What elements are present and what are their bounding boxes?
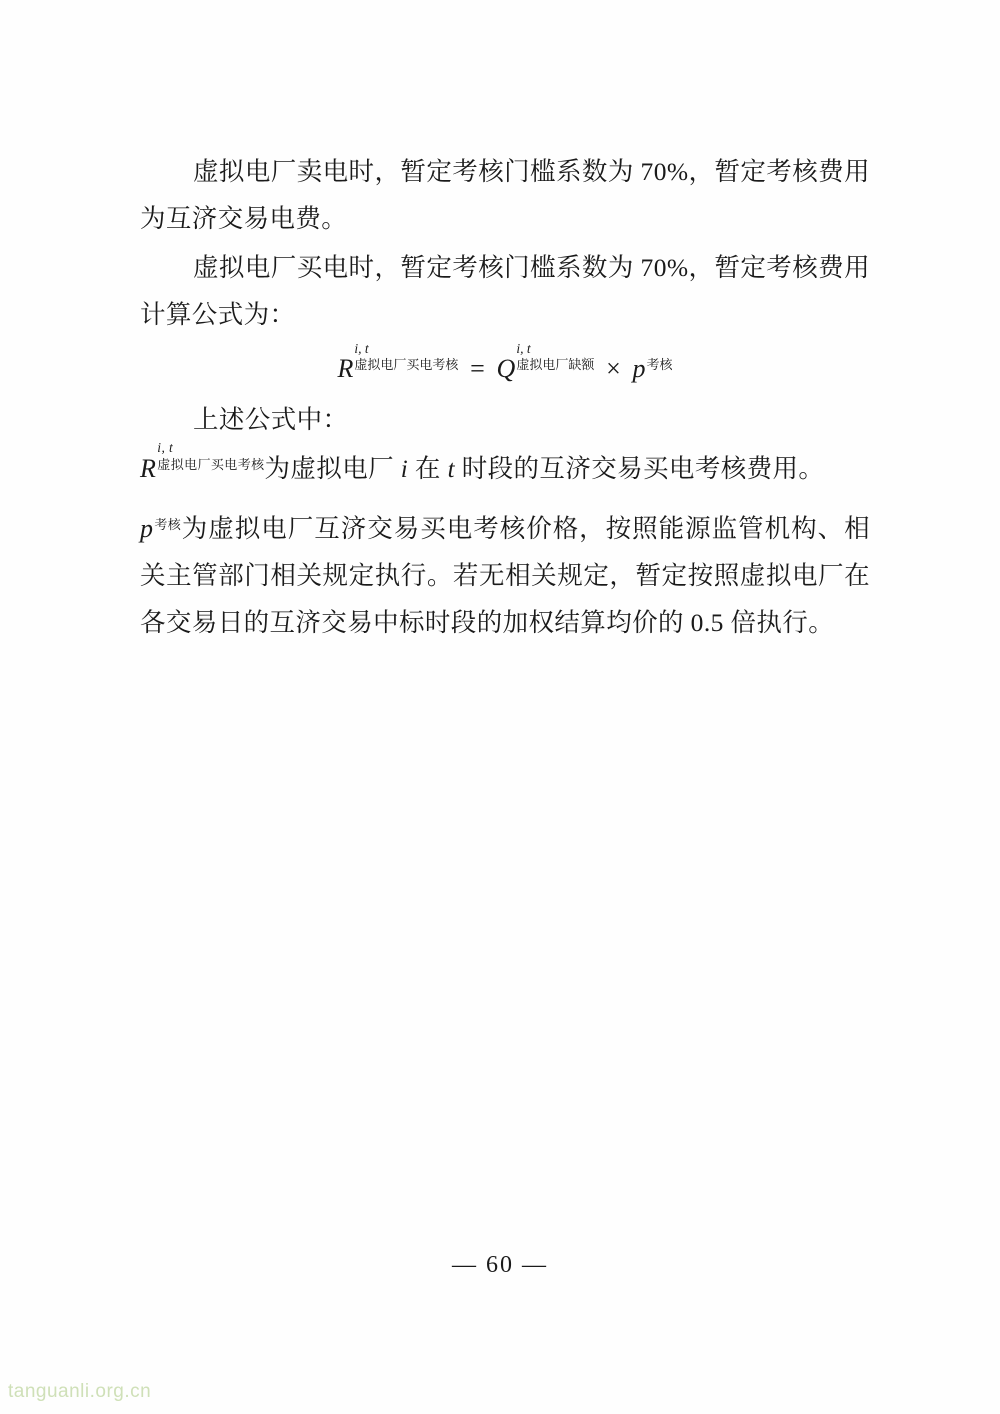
definition-R-sub: 虚拟电厂买电考核 [157, 456, 265, 472]
definition-R-sup: i, t [157, 440, 174, 456]
definition-p-sub: 考核 [154, 516, 182, 532]
formula-lhs-sup: i, t [354, 340, 369, 356]
footer-right-dash: — [522, 1252, 548, 1278]
definition-R-text-mid: 在 [408, 453, 448, 483]
definition-R-symbol: R [140, 453, 157, 483]
formula-rhs-symbol: Q [496, 354, 516, 383]
definition-p-symbol-group [140, 505, 181, 552]
definition-R [140, 440, 870, 493]
definition-p-text: 为虚拟电厂互济交易买电考核价格，按照能源监管机构、相关主管部门相关规定执行。若无相关规定，暂定按照虚拟电厂在各交易日的互济交易中标时段的加权结算均价的 0.5 倍执行。 [140, 513, 870, 637]
watermark-text: tanguanli.org.cn [8, 1381, 152, 1402]
formula-lhs-symbol: R [337, 354, 354, 383]
definition-p-symbol: p [140, 513, 154, 543]
definition-R-text-before: 为虚拟电厂 [264, 453, 401, 483]
formula-times: × [606, 354, 621, 383]
formula-assessment-fee [140, 340, 870, 386]
definition-p [140, 505, 870, 646]
definition-R-text-after: 时段的互济交易买电考核费用。 [454, 453, 825, 483]
formula-rhs-term2 [633, 352, 673, 386]
formula-rhs-sup: i, t [516, 340, 531, 356]
definition-R-symbol-group [140, 440, 265, 492]
formula-rhs-sub: 虚拟电厂缺额 [516, 357, 595, 372]
page-footer [0, 1252, 1000, 1279]
definition-R-var-i: i [400, 455, 409, 483]
paragraph-sell-rule: 虚拟电厂卖电时，暂定考核门槛系数为 70%，暂定考核费用为互济交易电费。 [140, 157, 870, 233]
definition-R-var-t: t [447, 455, 455, 483]
formula-lhs-sub: 虚拟电厂买电考核 [354, 357, 459, 372]
page-number: 60 [486, 1252, 514, 1278]
paragraph-buy-rule: 虚拟电厂买电时，暂定考核门槛系数为 70%，暂定考核费用计算公式为： [140, 253, 870, 329]
page-content [140, 148, 870, 648]
formula-equals: = [470, 354, 485, 383]
formula-rhs-term1 [496, 340, 595, 386]
formula-price-sub: 考核 [646, 357, 673, 372]
formula-price-symbol: p [632, 354, 646, 383]
footer-left-dash: — [452, 1252, 478, 1278]
formula-lhs [337, 340, 459, 386]
paragraph-spacer [140, 495, 870, 505]
paragraph-note-intro: 上述公式中： [193, 404, 349, 434]
